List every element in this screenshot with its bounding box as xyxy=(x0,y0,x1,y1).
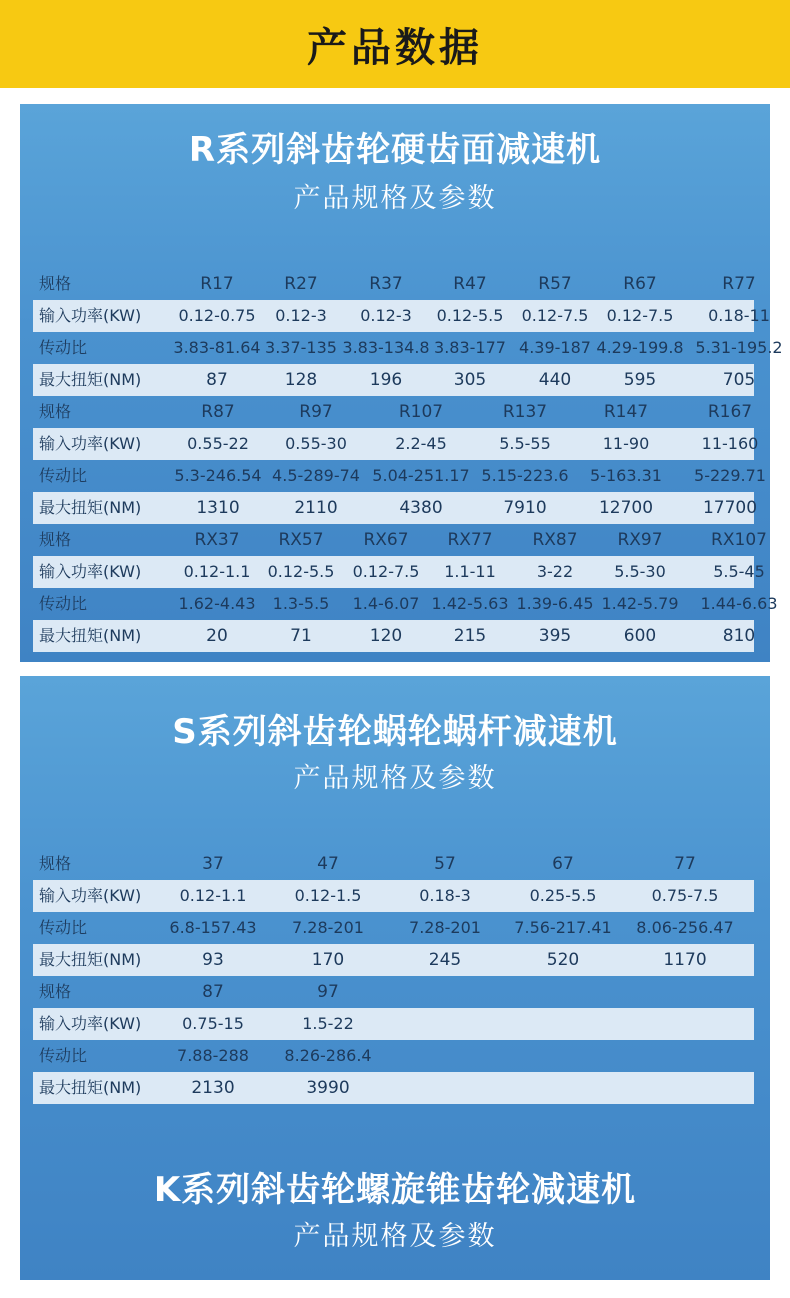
table-cell: 57 xyxy=(434,854,456,874)
row-label: 最大扭矩(NM) xyxy=(39,950,142,969)
row-label: 规格 xyxy=(39,274,72,293)
table-cell: 5.31-195.2 xyxy=(695,338,783,357)
table-cell: 5-229.71 xyxy=(694,466,766,485)
row-label: 输入功率(KW) xyxy=(39,434,142,453)
spec-row-ratio xyxy=(33,332,783,364)
table-cell: 0.12-7.5 xyxy=(606,306,674,325)
table-cell: 0.18-11 xyxy=(708,306,770,325)
row-label: 传动比 xyxy=(39,918,88,937)
table-cell: R147 xyxy=(603,402,649,422)
table-cell: 8.26-286.4 xyxy=(284,1046,372,1065)
table-cell: 120 xyxy=(369,626,403,646)
spec-row-models xyxy=(33,976,754,1008)
row-label: 输入功率(KW) xyxy=(39,1014,142,1033)
table-cell: 3-22 xyxy=(536,562,574,581)
table-cell: 1.44-6.63 xyxy=(700,594,778,613)
table-cell: 0.12-7.5 xyxy=(521,306,589,325)
table-cell: 215 xyxy=(453,626,487,646)
spec-row-torque xyxy=(33,620,754,652)
spec-row-models xyxy=(33,396,754,428)
table-cell: 1.42-5.79 xyxy=(601,594,679,613)
row-label: 最大扭矩(NM) xyxy=(39,370,142,389)
spec-row-ratio xyxy=(33,912,754,944)
table-cell: R97 xyxy=(299,402,333,422)
table-cell: 1.42-5.63 xyxy=(431,594,509,613)
table-cell: 0.55-22 xyxy=(187,434,249,453)
table-cell: 7.56-217.41 xyxy=(514,918,612,937)
table-cell: 5.5-45 xyxy=(713,562,765,581)
table-cell: 7.28-201 xyxy=(409,918,481,937)
table-cell: 87 xyxy=(202,982,224,1002)
table-cell: R27 xyxy=(284,274,318,294)
table-cell: R47 xyxy=(453,274,487,294)
row-label: 规格 xyxy=(39,402,72,421)
table-cell: 305 xyxy=(453,370,487,390)
table-cell: 7.88-288 xyxy=(177,1046,249,1065)
table-cell: 7.28-201 xyxy=(292,918,364,937)
table-cell: 67 xyxy=(552,854,574,874)
table-cell: 0.18-3 xyxy=(419,886,471,905)
table-cell: 0.12-5.5 xyxy=(267,562,335,581)
table-cell: 2130 xyxy=(191,1078,235,1098)
spec-row-models xyxy=(33,268,754,300)
table-cell: 5.5-55 xyxy=(499,434,551,453)
table-cell: 0.12-3 xyxy=(360,306,412,325)
table-cell: 5-163.31 xyxy=(590,466,662,485)
table-cell: 4.39-187 xyxy=(519,338,591,357)
table-cell: 0.12-5.5 xyxy=(436,306,504,325)
spec-row-models xyxy=(33,848,754,880)
r-series-spec-table xyxy=(33,268,783,652)
table-cell: 0.12-0.75 xyxy=(178,306,256,325)
table-cell: 37 xyxy=(202,854,224,874)
row-label: 规格 xyxy=(39,854,72,873)
r-series-subtitle: 产品规格及参数 xyxy=(293,183,497,214)
table-cell: RX107 xyxy=(711,530,767,550)
spec-row-power xyxy=(33,300,770,332)
table-cell: 0.12-3 xyxy=(275,306,327,325)
table-cell: 17700 xyxy=(702,498,758,518)
spec-row-ratio xyxy=(33,588,778,620)
table-cell: 1310 xyxy=(196,498,240,518)
table-cell: 87 xyxy=(206,370,228,390)
table-cell: 2110 xyxy=(294,498,338,518)
table-cell: 0.12-1.5 xyxy=(294,886,362,905)
row-label: 输入功率(KW) xyxy=(39,886,142,905)
table-cell: RX67 xyxy=(363,530,409,550)
table-cell: R57 xyxy=(538,274,572,294)
spec-row-power xyxy=(33,880,754,912)
table-cell: 4380 xyxy=(399,498,443,518)
spec-row-torque xyxy=(33,492,758,524)
table-cell: 11-160 xyxy=(701,434,759,453)
table-cell: 11-90 xyxy=(602,434,650,453)
table-cell: R37 xyxy=(369,274,403,294)
row-label: 传动比 xyxy=(39,466,88,485)
table-cell: 5.04-251.17 xyxy=(372,466,470,485)
table-cell: 5.15-223.6 xyxy=(481,466,569,485)
spec-row-power xyxy=(33,428,759,460)
row-label: 传动比 xyxy=(39,1046,88,1065)
row-label: 规格 xyxy=(39,982,72,1001)
s-series-subtitle: 产品规格及参数 xyxy=(293,763,497,794)
table-cell: 170 xyxy=(311,950,345,970)
table-cell: R77 xyxy=(722,274,756,294)
table-cell: 5.3-246.54 xyxy=(174,466,262,485)
table-cell: 245 xyxy=(428,950,462,970)
table-cell: 97 xyxy=(317,982,339,1002)
row-label: 规格 xyxy=(39,530,72,549)
spec-row-power xyxy=(33,1008,754,1040)
spec-row-ratio xyxy=(33,460,766,492)
table-cell: 196 xyxy=(369,370,403,390)
table-cell: 440 xyxy=(538,370,572,390)
table-cell: 8.06-256.47 xyxy=(636,918,734,937)
table-cell: 600 xyxy=(623,626,657,646)
table-cell: 128 xyxy=(284,370,318,390)
table-cell: RX77 xyxy=(447,530,493,550)
table-cell: R67 xyxy=(623,274,657,294)
table-cell: R167 xyxy=(707,402,753,422)
table-cell: 1.4-6.07 xyxy=(352,594,420,613)
table-cell: 1.62-4.43 xyxy=(178,594,256,613)
r-series-title: R系列斜齿轮硬齿面减速机 xyxy=(188,130,602,170)
spec-row-torque xyxy=(33,944,754,976)
row-label: 最大扭矩(NM) xyxy=(39,498,142,517)
table-cell: 0.12-1.1 xyxy=(179,886,247,905)
table-cell: R87 xyxy=(201,402,235,422)
s-series-title: S系列斜齿轮蜗轮蜗杆减速机 xyxy=(172,712,618,752)
table-cell: 3.83-81.64 xyxy=(173,338,261,357)
table-cell: 4.29-199.8 xyxy=(596,338,684,357)
table-cell: 47 xyxy=(317,854,339,874)
table-cell: 810 xyxy=(722,626,756,646)
table-cell: 0.12-7.5 xyxy=(352,562,420,581)
table-cell: R107 xyxy=(398,402,444,422)
s-series-spec-table xyxy=(33,848,754,1104)
k-series-subtitle: 产品规格及参数 xyxy=(293,1221,497,1252)
table-cell: RX97 xyxy=(617,530,663,550)
table-cell: 2.2-45 xyxy=(395,434,447,453)
table-cell: 0.25-5.5 xyxy=(529,886,597,905)
table-cell: 395 xyxy=(538,626,572,646)
table-cell: RX37 xyxy=(194,530,240,550)
spec-row-models xyxy=(33,524,767,556)
page-title: 产品数据 xyxy=(307,24,483,71)
table-cell: 12700 xyxy=(598,498,654,518)
row-label: 输入功率(KW) xyxy=(39,562,142,581)
table-cell: 7910 xyxy=(503,498,547,518)
table-cell: 3.37-135 xyxy=(265,338,337,357)
table-cell: 1170 xyxy=(663,950,707,970)
spec-row-ratio xyxy=(33,1040,754,1072)
row-label: 最大扭矩(NM) xyxy=(39,626,142,645)
table-cell: 595 xyxy=(623,370,657,390)
table-cell: 520 xyxy=(546,950,580,970)
row-label: 传动比 xyxy=(39,594,88,613)
s-series-panel xyxy=(20,676,770,1280)
r-series-panel xyxy=(20,104,783,662)
row-label: 最大扭矩(NM) xyxy=(39,1078,142,1097)
spec-row-torque xyxy=(33,1072,754,1104)
table-cell: 3.83-177 xyxy=(434,338,506,357)
table-cell: 0.75-7.5 xyxy=(651,886,719,905)
table-cell: 6.8-157.43 xyxy=(169,918,257,937)
table-cell: 1.1-11 xyxy=(444,562,496,581)
table-cell: 705 xyxy=(722,370,756,390)
row-label: 输入功率(KW) xyxy=(39,306,142,325)
table-cell: R137 xyxy=(502,402,548,422)
spec-row-torque xyxy=(33,364,754,396)
table-cell: 0.12-1.1 xyxy=(183,562,251,581)
table-cell: 3.83-134.8 xyxy=(342,338,430,357)
table-cell: 0.55-30 xyxy=(285,434,347,453)
table-cell: RX57 xyxy=(278,530,324,550)
table-cell: 71 xyxy=(290,626,312,646)
table-cell: 1.3-5.5 xyxy=(272,594,330,613)
table-cell: 77 xyxy=(674,854,696,874)
table-cell: RX87 xyxy=(532,530,578,550)
table-cell: 4.5-289-74 xyxy=(272,466,360,485)
k-series-title: K系列斜齿轮螺旋锥齿轮减速机 xyxy=(153,1170,637,1210)
table-cell: 1.39-6.45 xyxy=(516,594,594,613)
table-cell: 3990 xyxy=(306,1078,350,1098)
table-cell: 20 xyxy=(206,626,228,646)
table-cell: 93 xyxy=(202,950,224,970)
table-cell: 1.5-22 xyxy=(302,1014,354,1033)
spec-row-power xyxy=(33,556,765,588)
row-label: 传动比 xyxy=(39,338,88,357)
table-cell: 5.5-30 xyxy=(614,562,666,581)
table-cell: R17 xyxy=(200,274,234,294)
table-cell: 0.75-15 xyxy=(182,1014,244,1033)
header-banner xyxy=(0,0,790,88)
